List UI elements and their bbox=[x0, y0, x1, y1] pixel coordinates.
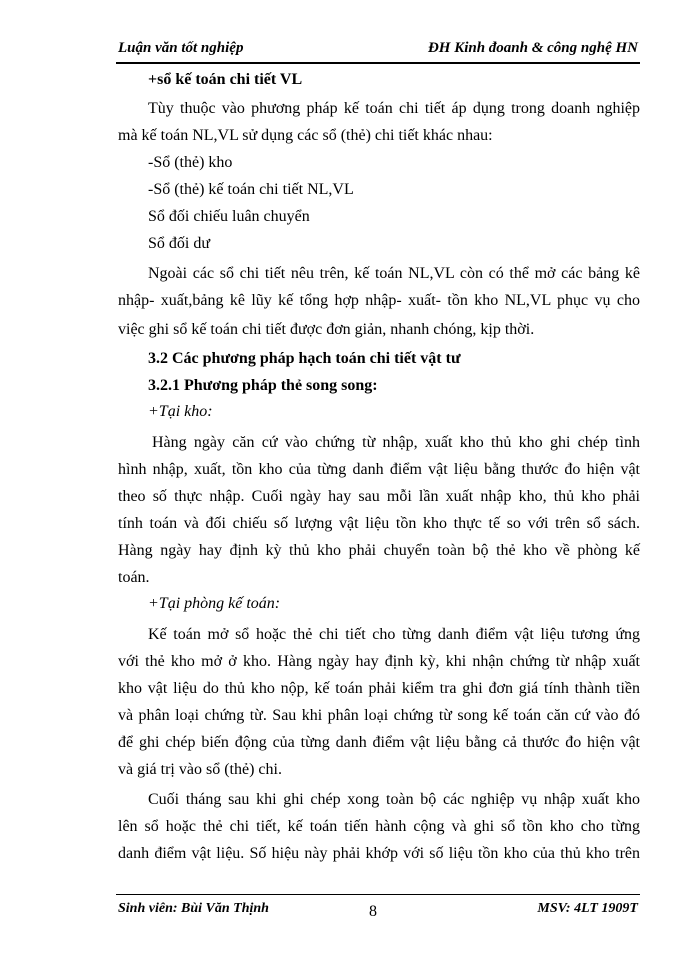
footer-student-id: MSV: 4LT 1909T bbox=[537, 901, 638, 916]
paragraph-line: Tùy thuộc vào phương pháp kế toán chi tiết áp dụng trong doanh nghiệp bbox=[148, 100, 640, 117]
paragraph-line: hình nhập, xuất, tồn kho của từng danh điểm vật liệu bằng thước đo hiện vật bbox=[118, 461, 640, 478]
section-heading-3-2-1: 3.2.1 Phương pháp thẻ song song: bbox=[148, 377, 378, 394]
paragraph-line: Ngoài các sổ chi tiết nêu trên, kế toán NL,VL còn có thể mở các bảng kê bbox=[148, 265, 640, 282]
section-heading-detail-books: +sổ kế toán chi tiết VL bbox=[148, 71, 303, 88]
paragraph-line: việc ghi sổ kế toán chi tiết được đơn giản, nhanh chóng, kịp thời. bbox=[118, 321, 535, 338]
header-thesis-title: Luận văn tốt nghiệp bbox=[118, 40, 244, 56]
paragraph-line: Hàng ngày hay định kỳ thủ kho phải chuyển toàn bộ thẻ kho về phòng kế bbox=[118, 542, 640, 559]
paragraph-line: để ghi chép biến động của từng danh điểm vật liệu bằng cả thước đo hiện vật bbox=[118, 734, 640, 751]
list-item: -Sổ (thẻ) kho bbox=[148, 154, 233, 171]
paragraph-line: kho vật liệu do thủ kho nộp, kế toán phải kiểm tra ghi đơn giá tính thành tiền bbox=[118, 680, 640, 697]
section-heading-3-2: 3.2 Các phương pháp hạch toán chi tiết vật tư bbox=[148, 350, 461, 367]
subheading-at-warehouse: +Tại kho: bbox=[148, 403, 213, 420]
paragraph-line: theo số thực nhập. Cuối ngày hay sau mỗi lần xuất nhập kho, thủ kho phải bbox=[118, 488, 640, 505]
paragraph-line: mà kế toán NL,VL sử dụng các sổ (thẻ) chi tiết khác nhau: bbox=[118, 127, 493, 144]
paragraph-line: tính toán và đối chiếu số lượng vật liệu tồn kho thực tế so với trên sổ sách. bbox=[118, 515, 640, 532]
subheading-at-accounting-dept: +Tại phòng kế toán: bbox=[148, 595, 281, 612]
paragraph-line: danh điểm vật liệu. Số hiệu này phải khớp với số liệu tồn kho của thủ kho trên bbox=[118, 845, 640, 862]
footer-student-name: Sinh viên: Bùi Văn Thịnh bbox=[118, 901, 269, 916]
paragraph-line: nhập- xuất,bảng kê lũy kế tổng hợp nhập- xuất- tồn kho NL,VL phục vụ cho bbox=[118, 292, 640, 309]
list-item: Sổ đối chiếu luân chuyển bbox=[148, 208, 310, 225]
page-number: 8 bbox=[369, 903, 377, 920]
paragraph-line: toán. bbox=[118, 569, 150, 586]
paragraph-line: Hàng ngày căn cứ vào chứng từ nhập, xuất kho thủ kho ghi chép tình bbox=[152, 434, 640, 451]
paragraph-line: và giá trị vào sổ (thẻ) chi. bbox=[118, 761, 282, 778]
paragraph-line: lên sổ hoặc thẻ chi tiết, kế toán tiến hành cộng và ghi sổ tồn kho cho từng bbox=[118, 818, 640, 835]
list-item: -Sổ (thẻ) kế toán chi tiết NL,VL bbox=[148, 181, 354, 198]
page-header bbox=[116, 38, 640, 64]
list-item: Sổ đối dư bbox=[148, 235, 211, 252]
paragraph-line: Kế toán mở sổ hoặc thẻ chi tiết cho từng danh điểm vật liệu tương ứng bbox=[148, 626, 640, 643]
paragraph-line: và phân loại chứng từ. Sau khi phân loại chứng từ song kế toán căn cứ vào đó bbox=[118, 707, 640, 724]
paragraph-line: với thẻ kho mở ở kho. Hàng ngày hay định kỳ, khi nhận chứng từ nhập xuất bbox=[118, 653, 640, 670]
paragraph-line: Cuối tháng sau khi ghi chép xong toàn bộ các nghiệp vụ nhập xuất kho bbox=[148, 791, 640, 808]
header-university: ĐH Kinh đoanh & công nghệ HN bbox=[427, 40, 638, 56]
page-footer bbox=[116, 894, 640, 929]
